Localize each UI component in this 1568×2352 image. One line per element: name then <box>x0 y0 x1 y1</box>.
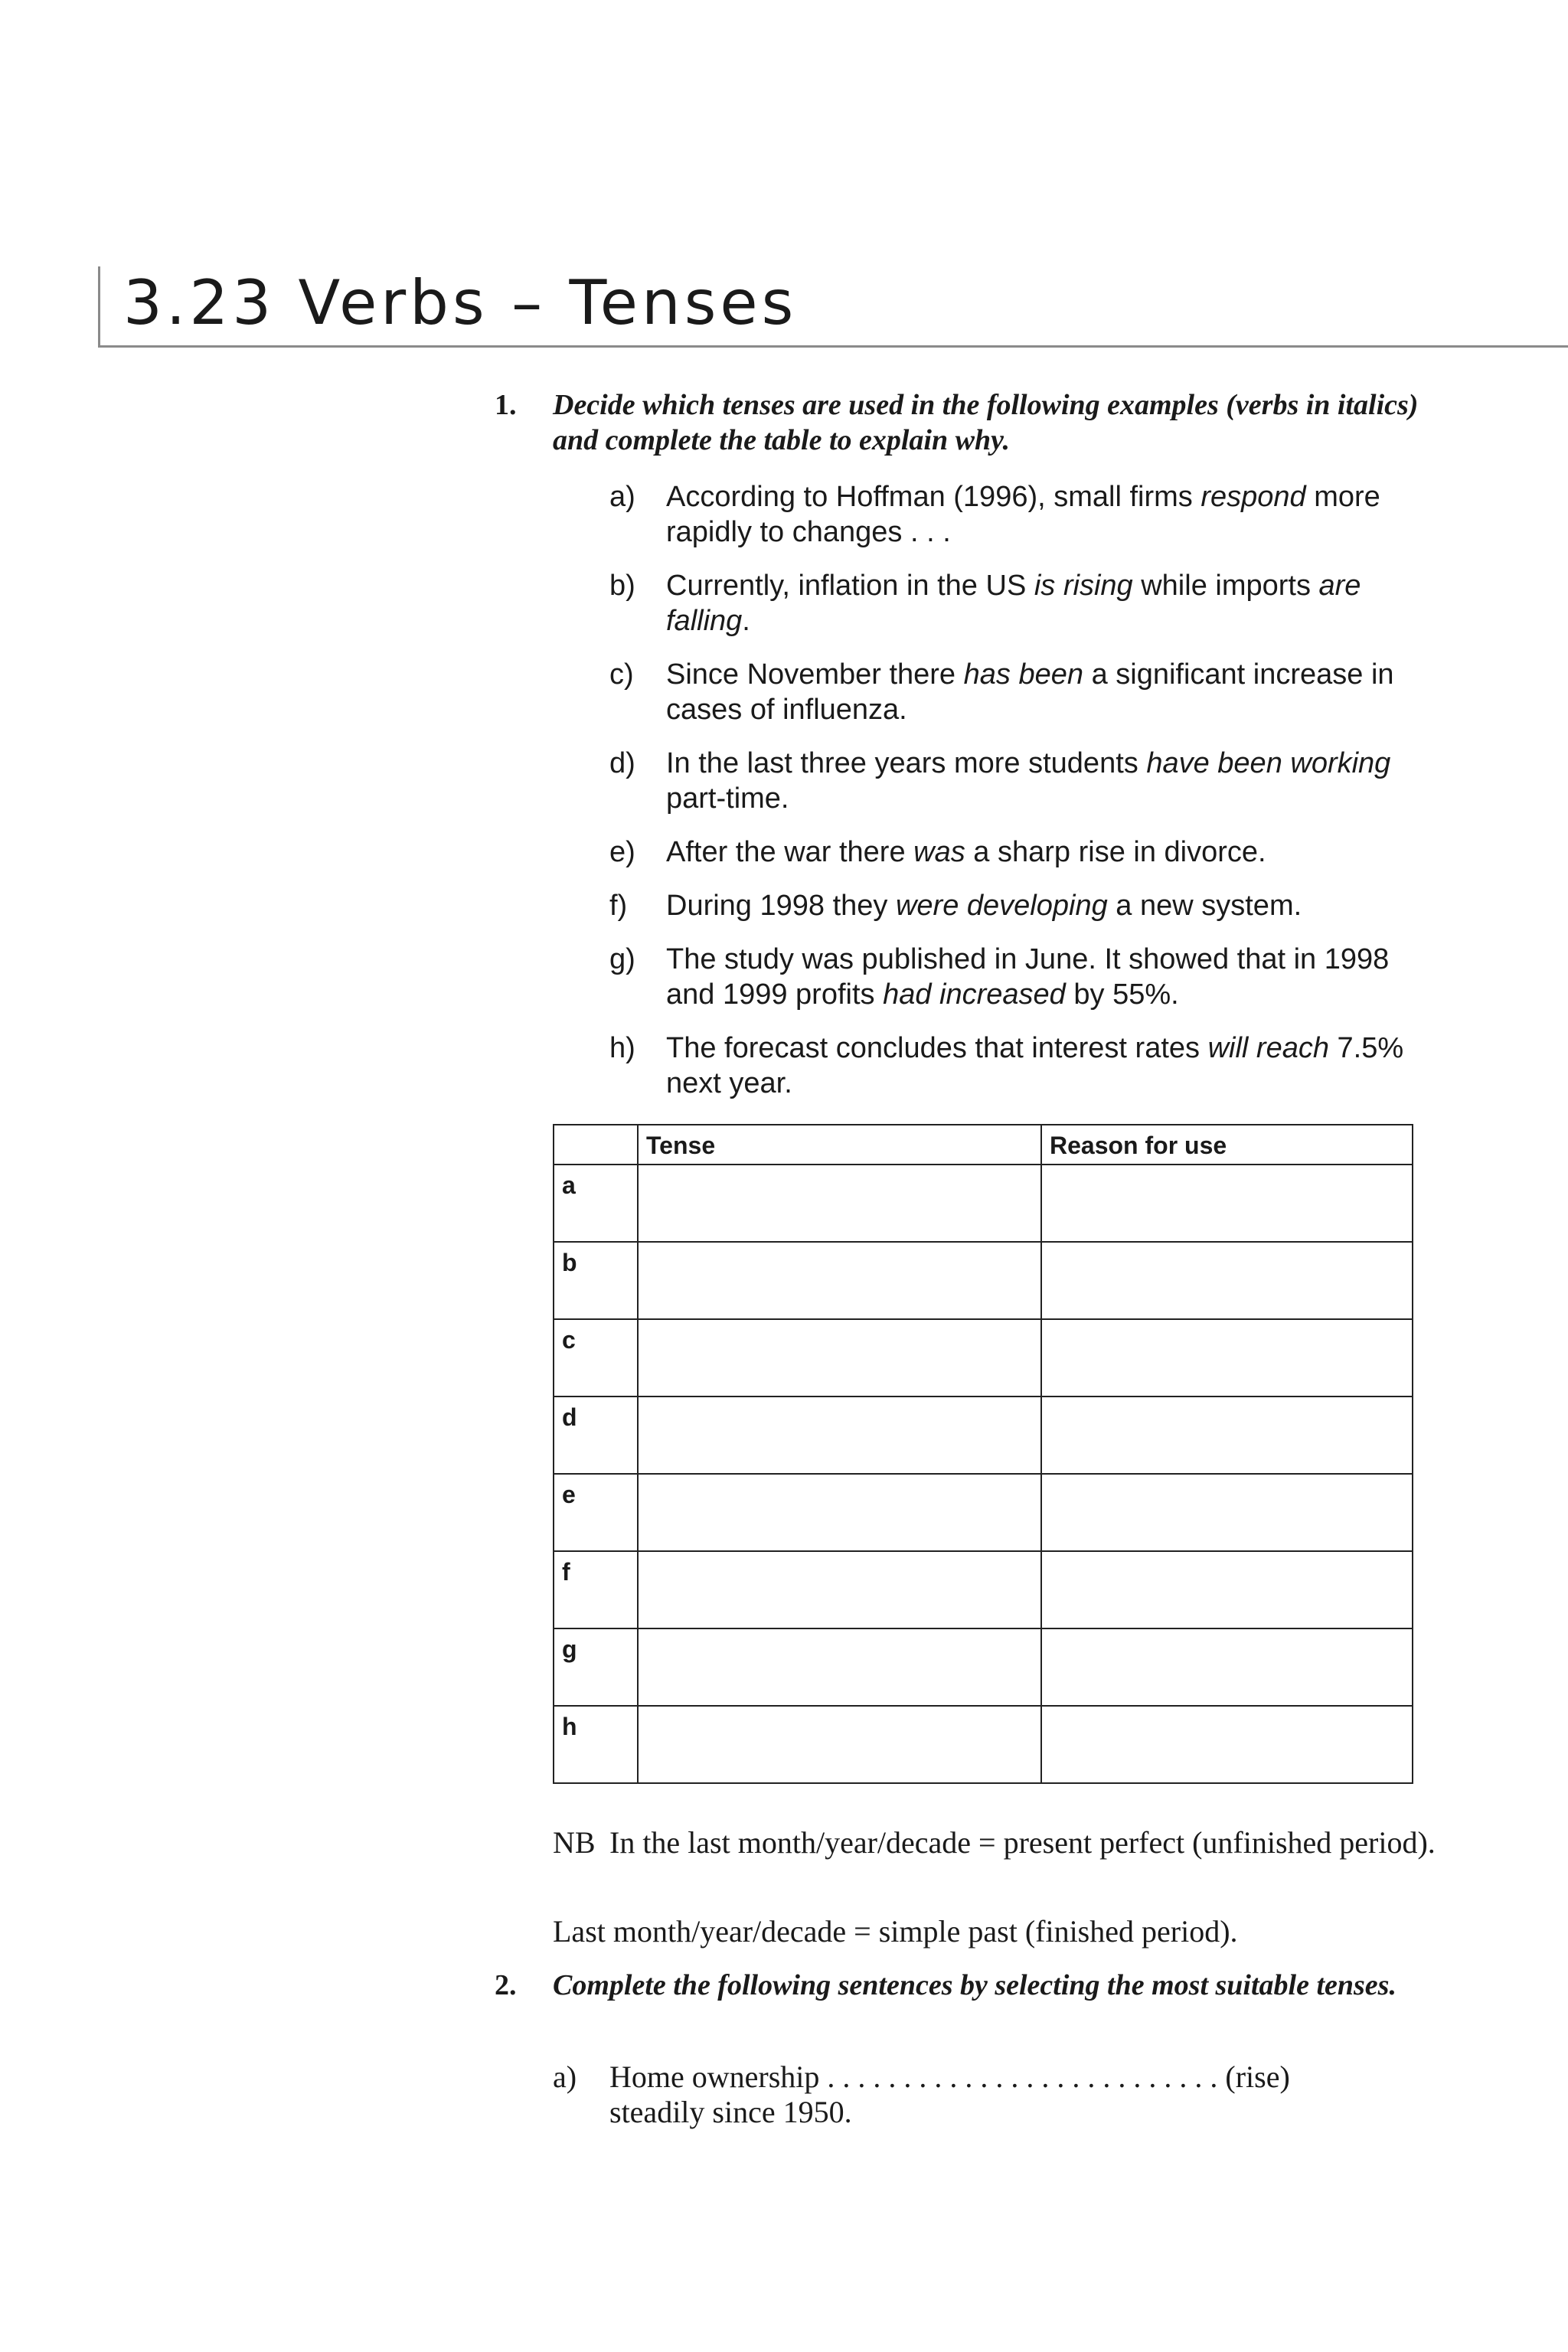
tense-cell[interactable] <box>638 1474 1041 1551</box>
example-label: d) <box>609 747 635 779</box>
row-label: a <box>554 1165 638 1242</box>
answer-blank[interactable]: . . . . . . . . . . . . . . . . . . . . . . . . . . <box>819 2060 1226 2094</box>
italic-verb: are falling <box>666 570 1361 637</box>
note-line: Last month/year/decade = simple past (finished period). <box>553 1914 1238 1949</box>
example-label: e) <box>609 836 635 868</box>
nb-text: In the last month/year/decade = present perfect (unfinished period). <box>609 1825 1436 1860</box>
row-label: e <box>554 1474 638 1551</box>
reason-cell[interactable] <box>1041 1706 1413 1783</box>
question-1 <box>495 387 1444 461</box>
tense-cell[interactable] <box>638 1242 1041 1319</box>
question-1-number: 1. <box>495 389 517 421</box>
list-item <box>553 2060 1433 2133</box>
table-row <box>554 1474 1413 1551</box>
italic-verb: had increased <box>883 978 1066 1011</box>
table-header-reason: Reason for use <box>1041 1125 1413 1165</box>
example-text: The forecast concludes that interest rates will reach 7.5% next year. <box>666 1032 1404 1099</box>
tense-cell[interactable] <box>638 1396 1041 1474</box>
italic-verb: was <box>913 836 965 868</box>
row-label: c <box>554 1319 638 1396</box>
example-label: h) <box>609 1032 635 1064</box>
table-row <box>554 1242 1413 1319</box>
example-text: After the war there was a sharp rise in divorce. <box>666 836 1266 868</box>
item-text: Home ownership . . . . . . . . . . . . . . . . . . . . . . . . . . (rise) steadily since 1950. <box>609 2060 1290 2129</box>
question-2-number: 2. <box>495 1969 517 2001</box>
example-text: The study was published in June. It showed that in 1998 and 1999 profits had increased by 55%. <box>666 943 1390 1011</box>
example-text: According to Hoffman (1996), small firms respond more rapidly to changes . . . <box>666 481 1380 548</box>
table-header-tense: Tense <box>638 1125 1041 1165</box>
row-label: d <box>554 1396 638 1474</box>
italic-verb: is rising <box>1034 570 1133 602</box>
reason-cell[interactable] <box>1041 1396 1413 1474</box>
example-text: In the last three years more students have been working part-time. <box>666 747 1391 815</box>
tense-cell[interactable] <box>638 1706 1041 1783</box>
row-label: b <box>554 1242 638 1319</box>
tense-cell[interactable] <box>638 1319 1041 1396</box>
tense-table <box>553 1124 1413 1784</box>
example-text: During 1998 they were developing a new system. <box>666 890 1302 922</box>
example-label: f) <box>609 890 628 922</box>
question-2 <box>495 1968 1444 2041</box>
reason-cell[interactable] <box>1041 1474 1413 1551</box>
row-label: f <box>554 1551 638 1628</box>
nb-label: NB <box>553 1825 596 1860</box>
table-row <box>554 1396 1413 1474</box>
table-row <box>554 1628 1413 1706</box>
tense-cell[interactable] <box>638 1551 1041 1628</box>
item-label: a) <box>553 2060 577 2094</box>
example-text: Currently, inflation in the US is rising while imports are falling. <box>666 570 1361 637</box>
italic-verb: were developing <box>895 890 1108 922</box>
example-label: c) <box>609 658 634 691</box>
table-header-label <box>554 1125 638 1165</box>
nb-note <box>553 1825 1436 1899</box>
example-label: b) <box>609 570 635 602</box>
tense-cell[interactable] <box>638 1628 1041 1706</box>
reason-cell[interactable] <box>1041 1165 1413 1242</box>
tense-cell[interactable] <box>638 1165 1041 1242</box>
table-row <box>554 1165 1413 1242</box>
row-label: g <box>554 1628 638 1706</box>
italic-verb: respond <box>1200 481 1306 513</box>
table-header-row <box>554 1125 1413 1165</box>
question-1-instruction: Decide which tenses are used in the following examples (verbs in italics) and complete the table to explain why. <box>553 389 1419 456</box>
example-text: Since November there has been a significant increase in cases of influenza. <box>666 658 1394 726</box>
example-label: g) <box>609 943 635 975</box>
section-heading <box>98 266 1568 348</box>
reason-cell[interactable] <box>1041 1319 1413 1396</box>
italic-verb: have been working <box>1146 747 1391 779</box>
italic-verb: will reach <box>1207 1032 1329 1064</box>
row-label: h <box>554 1706 638 1783</box>
page-title: 3.23 Verbs – Tenses <box>123 267 798 338</box>
italic-verb: has been <box>963 658 1084 691</box>
table-row <box>554 1319 1413 1396</box>
reason-cell[interactable] <box>1041 1551 1413 1628</box>
table-row <box>554 1551 1413 1628</box>
example-label: a) <box>609 481 635 513</box>
table-row <box>554 1706 1413 1783</box>
reason-cell[interactable] <box>1041 1242 1413 1319</box>
reason-cell[interactable] <box>1041 1628 1413 1706</box>
question-2-instruction: Complete the following sentences by selecting the most suitable tenses. <box>553 1969 1396 2001</box>
